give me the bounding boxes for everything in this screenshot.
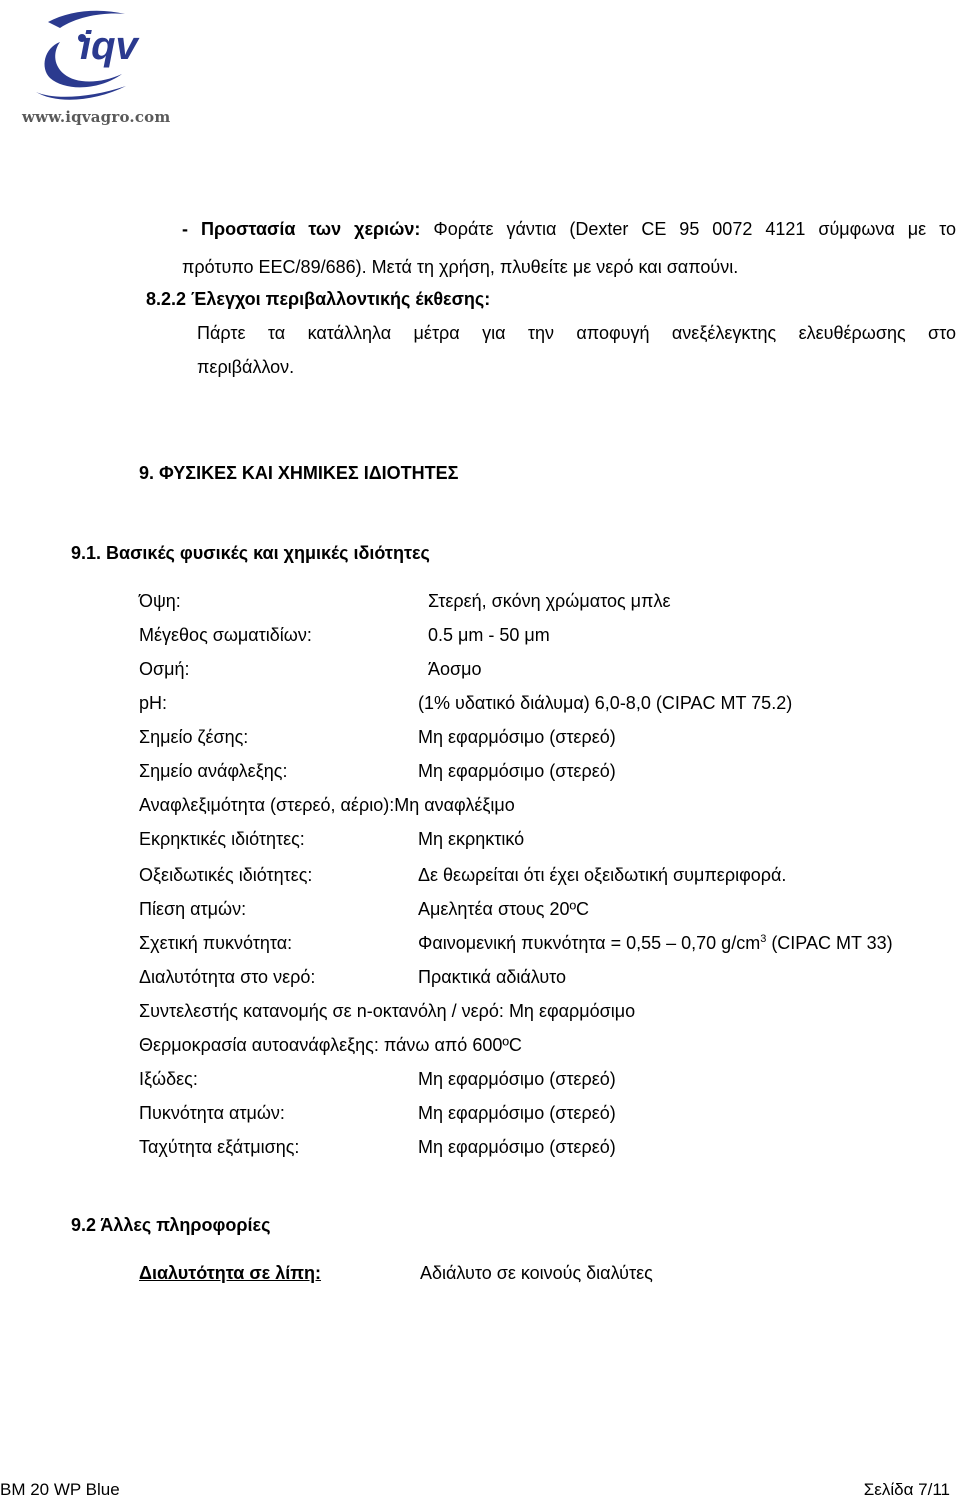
fat-solubility-label: Διαλυτότητα σε λίπη:: [139, 1263, 322, 1283]
prop-label-autoignition: Θερμοκρασία αυτοανάφλεξης:: [139, 1035, 379, 1055]
prop-value-ph: (1% υδατικό διάλυμα) 6,0-8,0 (CIPAC MT 75.2): [418, 693, 793, 713]
hand-protection-line1: [182, 218, 956, 240]
company-logo: [0, 0, 205, 140]
env-controls-line1: Πάρτε τα κατάλληλα μέτρα για την αποφυγή ανεξέλεγκτης ελευθέρωσης στο: [197, 323, 956, 343]
env-controls-heading: 8.2.2 Έλεγχοι περιβαλλοντικής έκθεσης:: [146, 289, 491, 309]
prop-label-evaporation-rate: Ταχύτητα εξάτμισης:: [139, 1137, 300, 1157]
prop-label-explosive: Εκρηκτικές ιδιότητες:: [139, 829, 305, 849]
prop-value-odor: Άοσμο: [428, 659, 482, 679]
prop-label-particle-size: Μέγεθος σωματιδίων:: [139, 625, 312, 645]
prop-value-explosive: Μη εκρηκτικό: [418, 829, 525, 849]
prop-value-relative-density: [418, 932, 893, 954]
prop-label-boiling-point: Σημείο ζέσης:: [139, 727, 249, 747]
fat-solubility-value: Αδιάλυτο σε κοινούς διαλύτες: [420, 1263, 653, 1283]
prop-value-autoignition: πάνω από 600ºC: [383, 1035, 522, 1055]
prop-label-oxidizing: Οξειδωτικές ιδιότητες:: [139, 865, 313, 885]
section9-heading: 9. ΦΥΣΙΚΕΣ ΚΑΙ ΧΗΜΙΚΕΣ ΙΔΙΟΤΗΤΕΣ: [139, 463, 459, 483]
prop-label-viscosity: Ιξώδες:: [139, 1069, 198, 1089]
prop-value-flammability: Μη αναφλέξιμο: [394, 795, 515, 815]
relative-density-main: Φαινομενική πυκνότητα = 0,55 – 0,70 g/cm: [418, 933, 761, 953]
prop-label-relative-density: Σχετική πυκνότητα:: [139, 933, 293, 953]
prop-value-particle-size: 0.5 μm - 50 μm: [428, 625, 550, 645]
prop-label-vapour-density: Πυκνότητα ατμών:: [139, 1103, 285, 1123]
prop-value-viscosity: Μη εφαρμόσιμο (στερεό): [418, 1069, 616, 1089]
prop-label-ph: pH:: [139, 693, 168, 713]
prop-row-flammability: [139, 794, 515, 816]
relative-density-tail: (CIPAC MT 33): [766, 933, 893, 953]
prop-value-evaporation-rate: Μη εφαρμόσιμο (στερεό): [418, 1137, 616, 1157]
prop-label-water-solubility: Διαλυτότητα στο νερό:: [139, 967, 316, 987]
hand-protection-text: Φοράτε γάντια (Dexter CE 95 0072 4121 σύμφωνα με το: [433, 219, 956, 239]
footer-product: BM 20 WP Blue: [0, 1480, 120, 1499]
prop-value-appearance: Στερεή, σκόνη χρώματος μπλε: [428, 591, 671, 611]
prop-label-flash-point: Σημείο ανάφλεξης:: [139, 761, 288, 781]
prop-row-partition-coefficient: [139, 1000, 635, 1022]
logo-url: www.iqvagro.com: [22, 108, 171, 126]
prop-label-odor: Οσμή:: [139, 659, 190, 679]
prop-value-partition-coefficient: Μη εφαρμόσιμο: [508, 1001, 636, 1021]
prop-row-autoignition: [139, 1034, 522, 1056]
hand-protection-label: - Προστασία των χεριών:: [182, 219, 421, 239]
prop-value-boiling-point: Μη εφαρμόσιμο (στερεό): [418, 727, 616, 747]
env-controls-line2: περιβάλλον.: [197, 357, 295, 377]
prop-value-water-solubility: Πρακτικά αδιάλυτο: [418, 967, 567, 987]
prop-value-vapour-density: Μη εφαρμόσιμο (στερεό): [418, 1103, 616, 1123]
relative-density-sup: 3: [760, 933, 767, 945]
prop-value-flash-point: Μη εφαρμόσιμο (στερεό): [418, 761, 616, 781]
prop-label-partition-coefficient: Συντελεστής κατανομής σε n-οκτανόλη / νερό:: [139, 1001, 504, 1021]
hand-protection-line2: πρότυπο EEC/89/686). Μετά τη χρήση, πλυθείτε με νερό και σαπούνι.: [182, 257, 739, 277]
footer-page-number: Σελίδα 7/11: [863, 1480, 950, 1499]
prop-value-oxidizing: Δε θεωρείται ότι έχει οξειδωτική συμπεριφορά.: [418, 865, 787, 885]
logo-brand-text: iqv: [80, 24, 138, 68]
prop-label-vapour-pressure: Πίεση ατμών:: [139, 899, 247, 919]
section9-1-heading: 9.1. Βασικές φυσικές και χημικές ιδιότητες: [71, 543, 430, 563]
section9-2-heading: 9.2 Άλλες πληροφορίες: [71, 1215, 271, 1235]
prop-label-flammability: Αναφλεξιμότητα (στερεό, αέριο):: [139, 795, 395, 815]
prop-label-appearance: Όψη:: [139, 591, 181, 611]
prop-value-vapour-pressure: Αμελητέα στους 20ºC: [418, 899, 590, 919]
